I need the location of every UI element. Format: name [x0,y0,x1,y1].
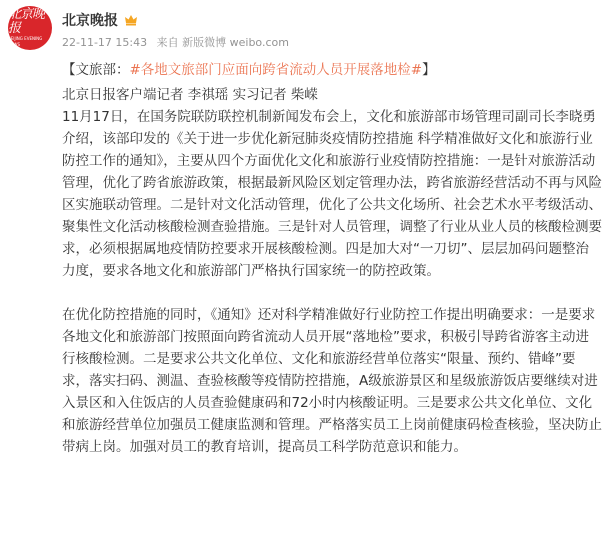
paragraph-1: 11月17日，在国务院联防联控机制新闻发布会上，文化和旅游部市场管理司副司长李晓勇介绍，该部印发的《关于进一步优化新冠肺炎疫情防控措施 科学精准做好文化和旅游行业防控工作的通知》，主要从四个方面优化文化和旅游行业疫情防控措施：一是针对旅游活动管理，优化了跨省旅游政策，根据最新风险区划定管理办法，跨省旅游经营活动不再与风险区实施联动管理。二是针对文化活动管理，优化了公共文化场所、社会艺术水平考级活动、聚集性文化活动核酸检测查验措施。三是针对人员管理，调整了行业从业人员的核酸检测要求，必须根据属地疫情防控要求开展核酸检测。四是加大对“一刀切”、层层加码问题整治力度，要求各地文化和旅游部门严格执行国家统一的防控政策。 [62,109,602,279]
avatar-logo-text: 北京晚报 [8,7,45,36]
post-source[interactable]: 来自 新版微博 weibo.com [156,36,289,49]
headline-close: 】 [422,62,436,78]
post-body [62,84,602,458]
post-timestamp[interactable]: 22-11-17 15:43 [62,36,148,49]
paragraph-2: 在优化防控措施的同时，《通知》还对科学精准做好行业防控工作提出明确要求：一是要求各地文化和旅游部门按照面向跨省流动人员开展“落地检”要求，积极引导跨省游客主动进行核酸检测。二是要求公共文化单位、文化和旅游经营单位落实“限量、预约、错峰”要求，落实扫码、测温、查验核酸等疫情防控措施，A级旅游景区和星级旅游饭店要继续对进入景区和入住饭店的人员查验健康码和72小时内核酸证明。三是要求公共文化单位、文化和旅游经营单位加强员工健康监测和管理。严格落实员工上岗前健康码检查核验，坚决防止带病上岗。加强对员工的教育培训，提高员工科学防范意识和能力。 [62,307,602,455]
avatar[interactable] [8,6,52,50]
byline: 北京日报客户端记者 李祺瑶 实习记者 柴嵘 [62,87,318,103]
vip-crown-icon [124,13,138,27]
topic-link[interactable]: #各地文旅部门应面向跨省流动人员开展落地检# [129,62,423,78]
headline-open: 【文旅部： [62,62,130,78]
post-meta [62,34,295,50]
author-name-link[interactable] [62,10,138,30]
avatar-logo-subtext: BEIJING EVENING NEWS [8,36,43,47]
post-headline [62,60,602,80]
author-name: 北京晚报 [62,13,118,29]
